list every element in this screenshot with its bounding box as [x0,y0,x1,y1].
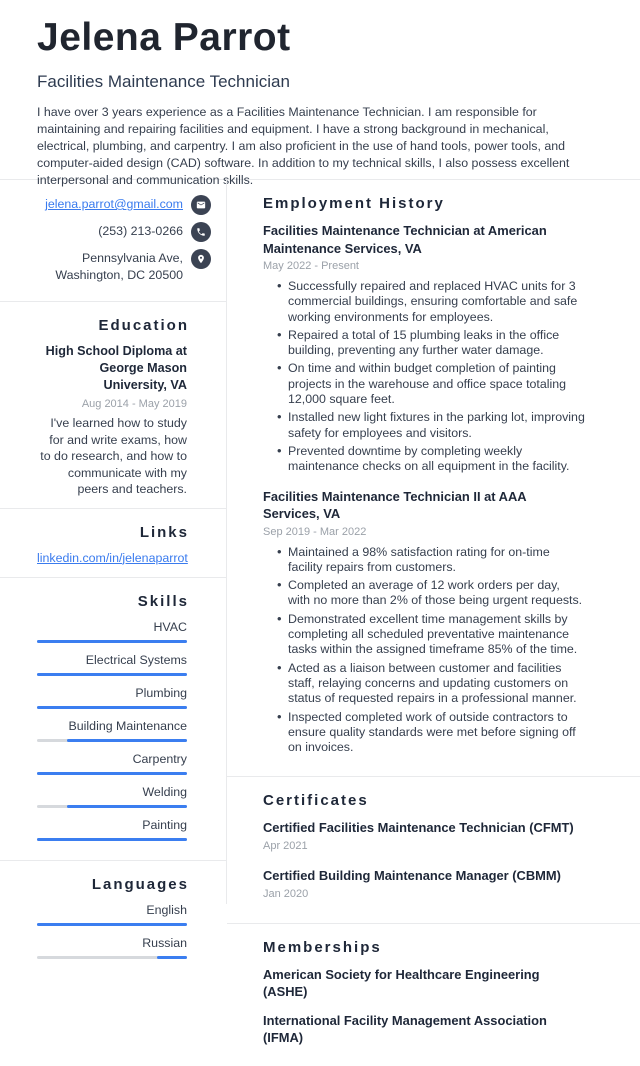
page-title: Jelena Parrot [37,16,291,59]
education-heading: Education [98,317,189,334]
job-dates: May 2022 - Present [263,260,359,272]
contact-row-address [37,249,211,284]
education-section [0,302,226,509]
job-dates: Sep 2019 - Mar 2022 [263,525,367,538]
bullet-item: • Prevented downtime by completing weekly maintenance checks on all equipment in the facility. [288,444,585,475]
contact-section [0,180,226,302]
contact-row-email [37,195,211,215]
list-item [37,550,187,567]
language-bar-fill [37,923,187,926]
address-text: Pennsylvania Ave, Washington, DC 20500 [55,251,183,282]
skill-label: Electrical Systems [85,652,187,667]
certificate-entry [263,819,585,854]
skill-bar-fill [37,838,187,841]
skill-label: Plumbing [135,685,187,700]
main-column [227,180,640,1046]
memberships-heading: Memberships [263,939,382,957]
bullet-item: • Maintained a 98% satisfaction rating for on-time facility repairs from customers. [288,545,585,576]
membership-entry: American Society for Healthcare Engineering (ASHE) [263,967,540,1000]
languages-heading: Languages [91,875,189,893]
skill-item [37,685,187,709]
skill-item [37,652,187,676]
skill-bar-track [37,772,187,775]
resume-header [0,0,640,187]
skill-bar-track [37,805,187,808]
skill-bar-fill [37,706,187,709]
phone-icon [191,222,211,242]
email-link[interactable] [45,196,183,213]
skill-bar-track [37,706,187,709]
skill-bar-fill [37,772,187,775]
skill-bar-track [37,838,187,841]
bullet-item: • Successfully repaired and replaced HVAC units for 3 commercial buildings, ensuring comfortable and safe working environments for employees. [288,279,585,325]
sidebar [0,180,227,950]
skill-bar-track [37,739,187,742]
employment-section [227,180,640,777]
job-bullet-list [263,545,585,756]
job-entry [263,222,585,475]
skill-bar-fill [67,739,187,742]
skill-bar-fill [37,640,187,643]
links-section [0,509,226,578]
language-label: English [146,902,187,917]
bullet-item: • Installed new light fixtures in the parking lot, improving safety for employees and visitors. [288,410,585,441]
skill-item [37,751,187,775]
certificates-heading: Certificates [263,792,369,810]
skill-label: HVAC [153,619,187,634]
language-bar-fill [157,956,187,959]
skills-section [0,578,226,861]
language-bar-track [37,956,187,959]
skill-label: Building Maintenance [68,718,187,733]
bullet-item: • Repaired a total of 15 plumbing leaks in the office building, preventing any further water damage. [288,328,585,359]
language-item [37,902,187,926]
skill-bar-fill [37,673,187,676]
skill-item [37,784,187,808]
certificate-title: Certified Facilities Maintenance Technician (CFMT) [263,820,574,836]
bullet-item: • On time and within budget completion of painting projects in the warehouse and office space totaling 12,000 square feet. [288,361,585,407]
contact-row-phone [37,222,211,242]
language-bar-track [37,923,187,926]
certificate-date: Jan 2020 [263,888,309,901]
bullet-item: • Completed an average of 12 work orders per day, with no more than 2% of those being urgent requests. [288,578,585,609]
skill-bar-track [37,673,187,676]
certificates-section [227,777,640,924]
education-description: I've learned how to study for and write exams, how to do research, and how to communicate with my peers and teachers. [40,416,187,496]
bullet-item: • Demonstrated excellent time management skills by completing all scheduled preventative maintenance tasks within the assigned timeframe 85% of the time. [288,612,585,658]
education-dates: Aug 2014 - May 2019 [81,398,187,410]
skill-label: Carpentry [132,751,187,766]
skill-bar-fill [67,805,187,808]
memberships-section [227,924,640,1066]
job-role-subtitle: Facilities Maintenance Technician [37,72,290,91]
language-label: Russian [142,935,187,950]
location-pin-icon [191,249,211,269]
certificate-date: Apr 2021 [263,840,308,853]
language-item [37,935,187,959]
skills-heading: Skills [137,592,189,610]
skill-label: Welding [142,784,187,799]
profile-summary: I have over 3 years experience as a Facilities Maintenance Technician. I am responsible for maintaining and repairing facilities and equipment. I have a strong background in mechanical, electrical, plumbing, and carpentry. I am also proficient in the use of hand tools, power tools, and computer-aided design (CAD) software. In addition to my technical skills, I also possess excellent interpersonal and communication skills. [37,105,570,187]
certificate-title: Certified Building Maintenance Manager (CBMM) [263,868,561,884]
education-degree: High School Diploma at George Mason University, VA [45,344,187,392]
links-heading: Links [139,523,189,541]
employment-heading: Employment History [263,195,445,212]
skill-bar-track [37,640,187,643]
job-bullet-list [263,279,585,475]
envelope-icon [191,195,211,215]
job-title: Facilities Maintenance Technician II at AAA Services, VA [263,488,527,522]
job-title: Facilities Maintenance Technician at American Maintenance Services, VA [263,223,547,256]
job-entry [263,488,585,756]
skill-item [37,619,187,643]
languages-section [0,861,226,978]
skill-item [37,718,187,742]
certificate-entry [263,867,585,902]
email-link-text[interactable]: jelena.parrot@gmail.com [45,197,183,211]
bullet-item: • Inspected completed work of outside contractors to ensure quality standards were met before signing off on invoices. [288,710,585,756]
skill-label: Painting [142,817,187,832]
resume-body [0,180,640,1046]
linkedin-link[interactable]: linkedin.com/in/jelenaparrot [37,550,188,565]
membership-entry: International Facility Management Association (IFMA) [263,1013,547,1046]
bullet-item: • Acted as a liaison between customer and facilities staff, relaying concerns and updating customers on status of requested repairs in a professional manner. [288,661,585,707]
phone-number: (253) 213-0266 [98,224,183,238]
skill-item [37,817,187,841]
